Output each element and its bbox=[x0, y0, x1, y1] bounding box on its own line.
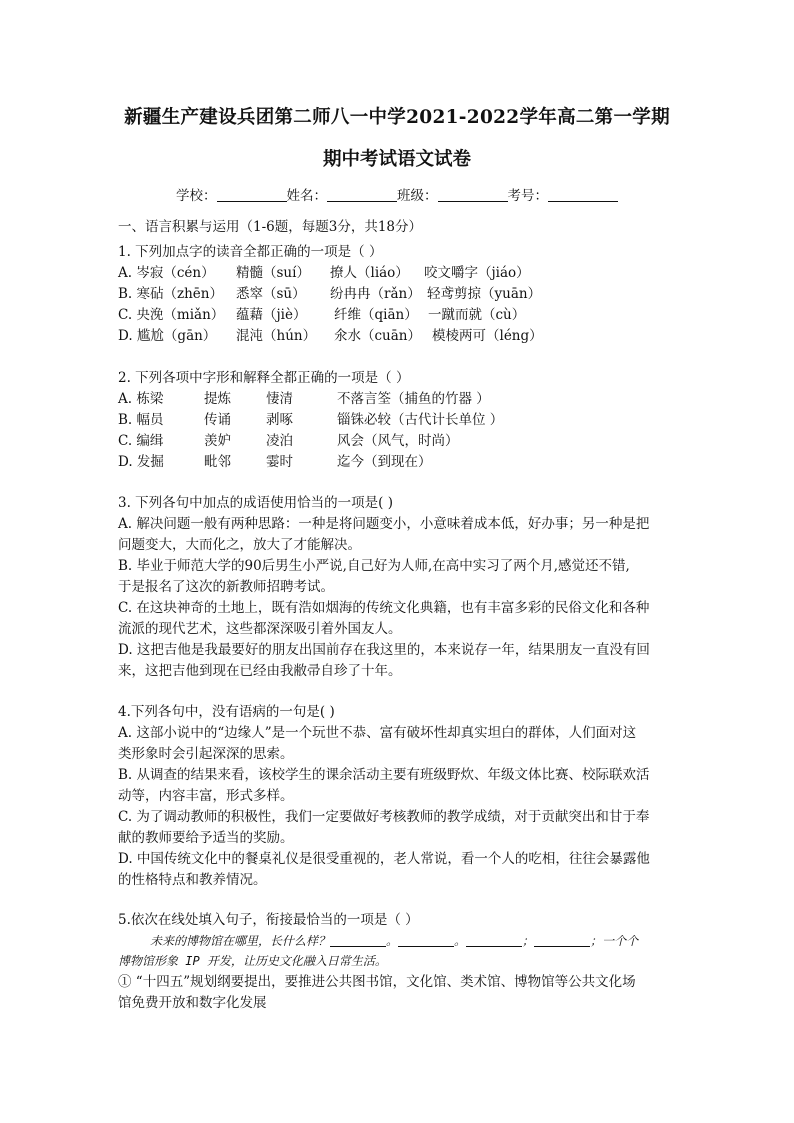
q5-intro-line1 bbox=[150, 931, 638, 951]
q3-line-6: 流派的现代艺术，这些都深深吸引着外国友人。 bbox=[118, 621, 402, 637]
q1-option-c1: C. 央浼（miǎn） bbox=[118, 307, 225, 323]
q3-line-8: 来，这把吉他到现在已经由我敝帚自珍了十年。 bbox=[118, 663, 402, 679]
q1-option-d4: 模棱两可（léng） bbox=[432, 328, 543, 344]
q4-line-7: D. 中国传统文化中的餐桌礼仪是很受重视的，老人常说，看一个人的吃相，往往会暴露他 bbox=[118, 851, 650, 867]
q4-line-4: 动等，内容丰富，形式多样。 bbox=[118, 788, 294, 804]
q3-line-5: C. 在这块神奇的土地上，既有浩如烟海的传统文化典籍，也有丰富多彩的民俗文化和各种 bbox=[118, 600, 650, 616]
q4-line-1: A. 这部小说中的“边缘人”是一个玩世不恭、富有破坏性却真实坦白的群体，人们面对这 bbox=[118, 725, 637, 741]
q2-option-d1: D. 发掘 bbox=[118, 454, 164, 470]
q1-option-b4: 轻鸢剪掠（yuān） bbox=[427, 286, 542, 302]
q5-blank-1[interactable] bbox=[330, 934, 386, 947]
number-label: 考号： bbox=[507, 188, 548, 204]
q4-line-6: 献的教师要给予适当的奖励。 bbox=[118, 830, 294, 846]
q5-blank-4[interactable] bbox=[534, 934, 590, 947]
q2-option-c3: 凌泊 bbox=[266, 433, 293, 449]
q3-stem: 3. 下列各句中加点的成语使用恰当的一项是( ) bbox=[118, 495, 393, 511]
student-info-line bbox=[176, 186, 618, 206]
exam-title-line1: 新疆生产建设兵团第二师八一中学2021-2022学年高二第一学期 bbox=[124, 107, 670, 128]
class-label: 班级： bbox=[397, 188, 438, 204]
q2-option-d4: 迄今（到现在） bbox=[337, 454, 432, 470]
q4-line-2: 类形象时会引起深深的思索。 bbox=[118, 746, 294, 762]
q1-option-c3: 纤维（qiān） bbox=[334, 307, 418, 323]
school-label: 学校： bbox=[176, 188, 217, 204]
q2-option-a3: 悽清 bbox=[266, 391, 293, 407]
q5-sep-2: 。 bbox=[454, 934, 467, 948]
q1-option-a3: 撩人（liáo） bbox=[330, 265, 409, 281]
q1-option-d3: 氽水（cuān） bbox=[334, 328, 421, 344]
exam-title-line2: 期中考试语文试卷 bbox=[322, 149, 471, 170]
school-blank[interactable] bbox=[217, 187, 287, 202]
q2-option-b4: 锱铢必较（古代计长单位 ） bbox=[337, 412, 504, 428]
section1-heading: 一、语言积累与运用（1-6题，每题3分，共18分） bbox=[118, 219, 423, 235]
q2-option-c4: 风会（风气，时尚） bbox=[337, 433, 459, 449]
q1-option-d2: 混沌（hún） bbox=[236, 328, 317, 344]
q2-option-a2: 提炼 bbox=[204, 391, 231, 407]
q1-option-d1: D. 尴尬（gān） bbox=[118, 328, 217, 344]
q3-line-3: B. 毕业于师范大学的90后男生小严说,自己好为人师,在高中实习了两个月,感觉还不错, bbox=[118, 558, 630, 574]
q2-stem: 2. 下列各项中字形和解释全都正确的一项是（ ） bbox=[118, 370, 410, 386]
q5-blank-3[interactable] bbox=[466, 934, 522, 947]
q5-intro-question: 未来的博物馆在哪里，长什么样？ bbox=[150, 934, 331, 948]
q4-line-3: B. 从调查的结果来看，该校学生的课余活动主要有班级野炊、年级文体比赛、校际联欢活 bbox=[118, 767, 650, 783]
q2-option-b1: B. 幅员 bbox=[118, 412, 164, 428]
q1-option-b2: 悉窣（sū） bbox=[236, 286, 306, 302]
q1-option-a1: A. 岑寂（cén） bbox=[118, 265, 215, 281]
number-blank[interactable] bbox=[548, 187, 618, 202]
q2-option-d2: 毗邻 bbox=[204, 454, 231, 470]
q4-stem: 4.下列各句中，没有语病的一句是( ) bbox=[118, 704, 335, 720]
class-blank[interactable] bbox=[438, 187, 508, 202]
q2-option-c2: 羡妒 bbox=[204, 433, 231, 449]
q5-item1-line1: ① “十四五”规划纲要提出，要推进公共图书馆，文化馆、类术馆、博物馆等公共文化场 bbox=[118, 974, 636, 990]
q2-option-d3: 霎时 bbox=[266, 454, 293, 470]
q2-option-a1: A. 栋梁 bbox=[118, 391, 164, 407]
q2-option-b2: 传诵 bbox=[204, 412, 231, 428]
q1-option-b1: B. 寒砧（zhēn） bbox=[118, 286, 223, 302]
q5-sep-1: 。 bbox=[386, 934, 399, 948]
q5-sep-4: ；一个个 bbox=[590, 934, 639, 948]
q3-line-4: 于是报名了这次的新教师招聘考试。 bbox=[118, 579, 334, 595]
q2-option-a4: 不落言筌（捕鱼的竹器 ） bbox=[337, 391, 490, 407]
q5-item1-line2: 馆免费开放和数字化发展 bbox=[118, 995, 267, 1011]
q3-line-7: D. 这把吉他是我最要好的朋友出国前存在我这里的，本来说存一年，结果朋友一直没有回 bbox=[118, 642, 650, 658]
q4-line-8: 的性格特点和教养情况。 bbox=[118, 872, 267, 888]
q3-line-2: 问题变大，大而化之，放大了才能解决。 bbox=[118, 537, 361, 553]
q5-sep-3: ； bbox=[522, 934, 535, 948]
q1-option-a2: 精髓（suí） bbox=[236, 265, 310, 281]
q1-option-c2: 蕴藉（jiè） bbox=[236, 307, 307, 323]
q1-option-c4: 一蹴而就（cù） bbox=[428, 307, 526, 323]
name-blank[interactable] bbox=[327, 187, 397, 202]
q5-blank-2[interactable] bbox=[398, 934, 454, 947]
q5-intro-line2: 博物馆形象 IP 开发，让历史文化融入日常生活。 bbox=[118, 954, 387, 968]
q1-stem: 1. 下列加点字的读音全都正确的一项是（ ） bbox=[118, 244, 383, 260]
q2-option-b3: 剥啄 bbox=[266, 412, 293, 428]
q4-line-5: C. 为了调动教师的积极性，我们一定要做好考核教师的教学成绩，对于贡献突出和甘于奉 bbox=[118, 809, 650, 825]
q1-option-a4: 咬文嚼字（jiáo） bbox=[424, 265, 530, 281]
name-label: 姓名： bbox=[286, 188, 327, 204]
q1-option-b3: 纷冉冉（rǎn） bbox=[330, 286, 421, 302]
q2-option-c1: C. 编缉 bbox=[118, 433, 164, 449]
q5-stem: 5.依次在线处填入句子，衔接最恰当的一项是（ ） bbox=[118, 912, 419, 928]
q3-line-1: A. 解决问题一般有两种思路：一种是将问题变小，小意味着成本低，好办事；另一种是把 bbox=[118, 516, 650, 532]
